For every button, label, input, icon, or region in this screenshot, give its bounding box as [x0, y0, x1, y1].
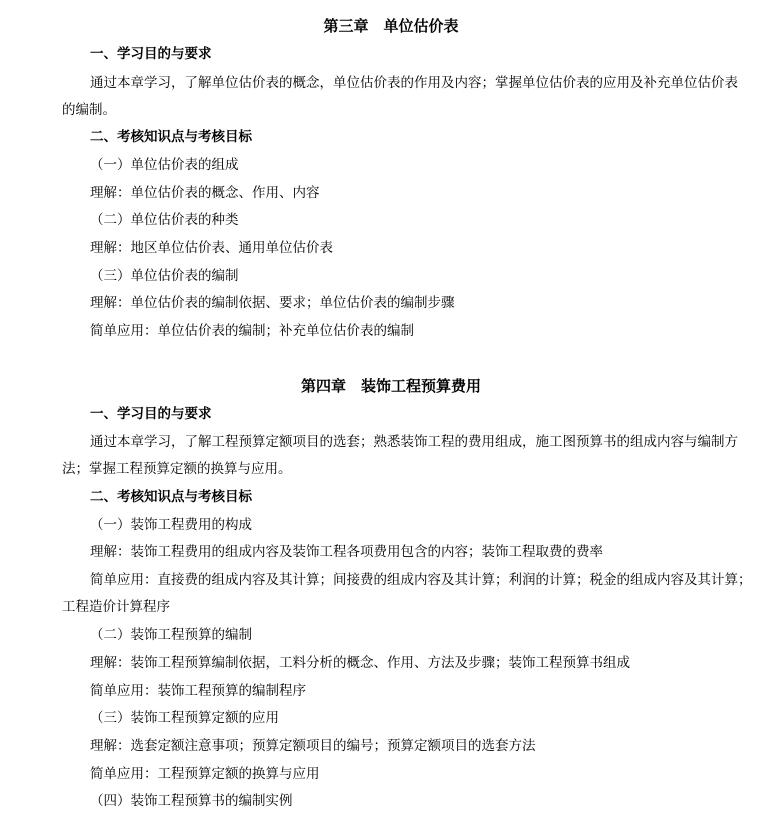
chapter3-item: 理解：单位估价表的编制依据、要求；单位估价表的编制步骤	[90, 295, 455, 311]
chapter4-item: 简单应用：装饰工程预算的编制程序	[90, 683, 306, 699]
chapter4-section1-heading: 一、学习目的与要求	[90, 406, 212, 422]
chapter4-item: 理解：装饰工程预算编制依据，工料分析的概念、作用、方法及步骤；装饰工程预算书组成	[90, 655, 630, 671]
chapter3-item: （一）单位估价表的组成	[90, 157, 239, 173]
chapter4-item: （四）装饰工程预算书的编制实例	[90, 793, 293, 809]
chapter3-item: 理解：单位估价表的概念、作用、内容	[90, 185, 320, 201]
chapter3-section1-heading: 一、学习目的与要求	[90, 46, 212, 62]
chapter3-item: （二）单位估价表的种类	[90, 212, 239, 228]
chapter3-section1-text-line2: 的编制。	[62, 102, 116, 118]
chapter4-section1-text-line2: 法；掌握工程预算定额的换算与应用。	[62, 461, 292, 477]
chapter3-title: 第三章 单位估价表	[323, 17, 459, 35]
chapter4-item: 理解：装饰工程费用的组成内容及装饰工程各项费用包含的内容；装饰工程取费的费率	[90, 544, 603, 560]
chapter4-item: 理解：选套定额注意事项；预算定额项目的编号；预算定额项目的选套方法	[90, 738, 536, 754]
chapter3-section2-heading: 二、考核知识点与考核目标	[90, 129, 252, 145]
chapter4-title: 第四章 装饰工程预算费用	[300, 377, 481, 395]
chapter3-section1-text-line1: 通过本章学习，了解单位估价表的概念，单位估价表的作用及内容；掌握单位估价表的应用及补充单位估价表	[90, 75, 738, 91]
chapter4-item: 简单应用：直接费的组成内容及其计算；间接费的组成内容及其计算；利润的计算；税金的组成内容及其计算；	[90, 572, 752, 588]
chapter4-item: 简单应用：工程预算定额的换算与应用	[90, 766, 320, 782]
chapter3-item: （三）单位估价表的编制	[90, 268, 239, 284]
chapter4-item: （二）装饰工程预算的编制	[90, 627, 252, 643]
chapter4-section1-text-line1: 通过本章学习，了解工程预算定额项目的选套；熟悉装饰工程的费用组成，施工图预算书的组成内容与编制方	[90, 434, 738, 450]
chapter3-item: 理解：地区单位估价表、通用单位估价表	[90, 240, 333, 256]
chapter4-item: （一）装饰工程费用的构成	[90, 517, 252, 533]
chapter4-section2-heading: 二、考核知识点与考核目标	[90, 489, 252, 505]
chapter4-item: （三）装饰工程预算定额的应用	[90, 710, 279, 726]
chapter3-item: 简单应用：单位估价表的编制；补充单位估价表的编制	[90, 323, 414, 339]
chapter4-item: 工程造价计算程序	[62, 599, 170, 615]
